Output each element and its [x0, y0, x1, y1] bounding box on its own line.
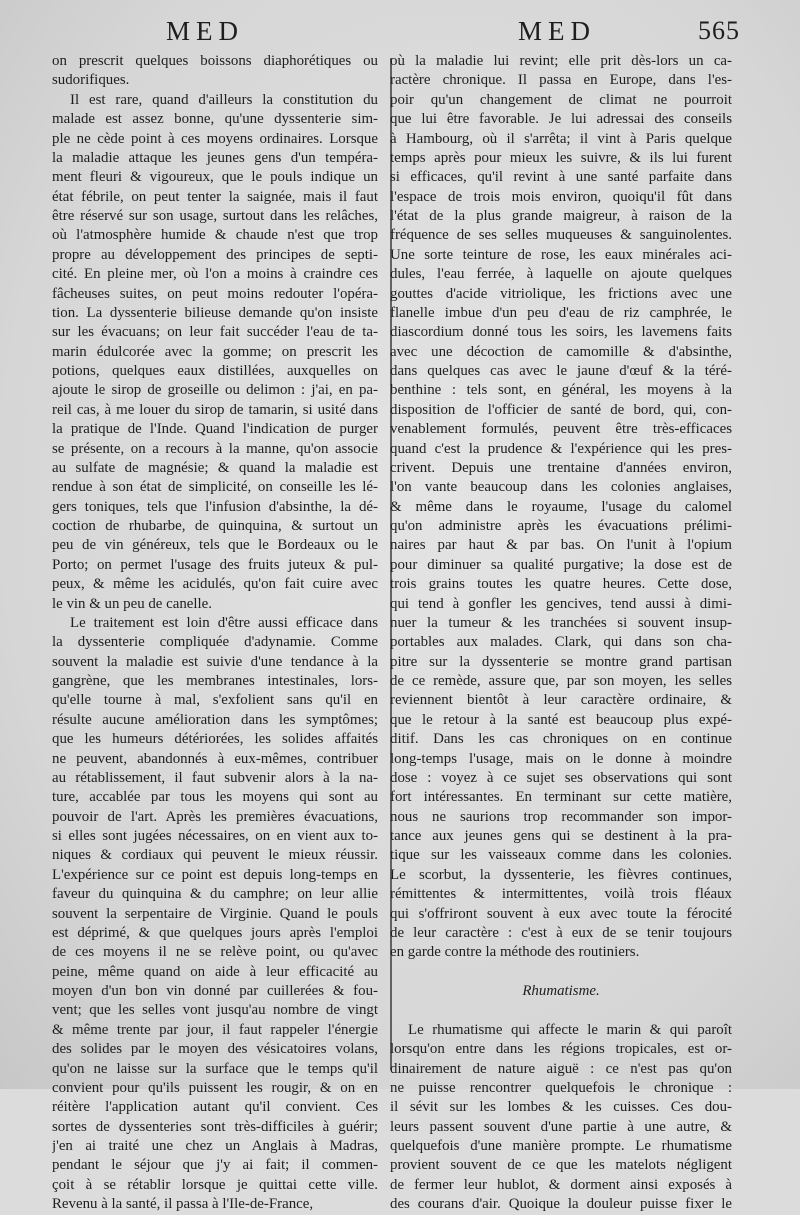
text-line: résulte aucune amélioration dans les symptômes; — [52, 711, 378, 728]
text-line: crivent. Depuis une trentaine d'années environ, — [390, 459, 732, 476]
text-line: portables aux malades. Clark, qui dans son cha- — [390, 634, 732, 651]
text-line: rendue à son état de simplicité, on conseille les lé- — [52, 479, 378, 496]
text-line: leurs passent souvent d'une partie à une autre, & — [390, 1118, 732, 1135]
spacer — [390, 1001, 732, 1020]
text-line: pitre sur la dyssenterie se montre grand partisan — [390, 653, 732, 670]
section-heading: Rhumatisme. — [522, 983, 600, 999]
text-line: qu'on ne laisse sur la surface que le temps qu'il — [52, 1060, 378, 1077]
text-line: ple ne cède point à ces moyens ordinaires. Lorsque — [52, 130, 378, 147]
text-line: peine, même quand on aide à leur efficacité au — [52, 963, 378, 980]
text-line: long-temps l'usage, mais on le donne à moindre — [390, 750, 732, 767]
text-line: cité. En pleine mer, où l'on a moins à craindre ces — [52, 266, 378, 283]
text-line: sur les évacuans; on leur fait succéder l'eau de ta- — [52, 324, 378, 341]
text-line: & même trente par jour, il faut rappeler l'énergie — [52, 1021, 378, 1038]
text-line: ne puisse rencontrer quelquefois le chronique : — [390, 1079, 732, 1096]
text-line: Revenu à la santé, il passa à l'Ile-de-France, — [52, 1196, 314, 1213]
text-line: dinairement de nature aiguë : ce n'est pas qu'on — [390, 1060, 732, 1077]
text-line: faveur du quinquina & du camphre; on leur allie — [52, 886, 378, 903]
text-line: l'état de la plus grande maigreur, à raison de la — [390, 208, 732, 224]
text-line: lorsqu'on entre dans les régions tropicales, est or- — [390, 1041, 732, 1058]
text-line: Le scorbut, la dyssenterie, les fièvres continues, — [390, 866, 732, 883]
text-line: venablement formulés, peuvent être très-efficaces — [390, 421, 732, 438]
text-line: temps après pour mieux les suivre, & ils lui furent — [390, 149, 732, 166]
text-line: il sévit sur les lombes & les cuisses. Ces dou- — [390, 1099, 732, 1116]
text-line: Il est rare, quand d'ailleurs la constitution du — [70, 91, 378, 108]
text-line: de leur caractère : c'est à eux de se tenir toujours — [390, 924, 732, 941]
text-line: gers toniques, tels que l'infusion d'absinthe, la dé- — [52, 498, 378, 515]
text-line: reviennent bientôt à leur caractère ordinaire, & — [390, 692, 732, 709]
text-line: moyen d'un bon vin donné par cuillerées & fou- — [52, 983, 378, 999]
running-header — [0, 14, 800, 48]
text-line: ment fleuri & vigoureux, que le pouls indique un — [52, 169, 378, 186]
text-line: à Hambourg, où il s'arrêta; il vint à Paris quelque — [390, 130, 732, 147]
text-line: l'on vante beaucoup dans les colonies anglaises, — [390, 479, 732, 496]
text-line: souvent la maladie est suivie d'une tendance à la — [52, 653, 378, 670]
text-line: gouttes d'acide vitriolique, les frictions avec une — [390, 285, 732, 302]
text-line: le vin & un peu de canelle. — [52, 595, 213, 612]
text-line: sortes de dyssenteries sont très-difficiles à guérir; — [52, 1118, 378, 1135]
text-line: naires par haut & par bas. On l'unit à l'opium — [390, 537, 732, 554]
text-line: en garde contre la méthode des routiniers. — [390, 944, 640, 961]
text-line: qui tend à gonfler les gencives, tend aussi à dimi- — [390, 595, 732, 612]
text-line: Le rhumatisme qui affecte le marin & qui paroît — [408, 1021, 732, 1038]
text-line: de fermer leur hublot, & dorment ainsi exposés à — [390, 1176, 732, 1193]
text-line: çoit à se rétablir lorsque je quittai cette ville. — [52, 1176, 378, 1193]
text-line: & même dans le royaume, l'usage du calomel — [390, 498, 732, 515]
header-right-word: MED — [518, 16, 596, 46]
text-line: fréquence de ses selles muqueuses & sanguinolentes. — [390, 227, 732, 244]
right-column — [390, 52, 732, 1215]
text-line: l'espace de trois mois environ, quoiqu'il fût dans — [390, 188, 732, 205]
text-line: poir qu'un changement de climat ne pourroit — [390, 91, 732, 108]
text-line: on prescrit quelques boissons diaphorétiques ou — [52, 53, 378, 69]
text-line: nous ne saurions trop recommander son impor- — [390, 808, 732, 825]
text-line: propre au développement des principes de septi- — [52, 246, 378, 263]
text-line: ditif. Dans les cas chroniques on en continue — [390, 731, 732, 748]
text-line: ne peuvent, abandonnés à eux-mêmes, contribuer — [52, 750, 378, 767]
text-line: dules, l'eau ferrée, à laquelle on ajoute quelques — [390, 266, 732, 283]
text-line: est déprimé, & que quelques jours après l'emploi — [52, 924, 378, 941]
text-line: tance aux jeunes gens qui se destinent à la pra- — [390, 828, 732, 844]
text-line: benthine : tels sont, en général, les moyens à la — [390, 382, 732, 399]
text-line: quelquefois d'une manière prompte. Le rhumatisme — [390, 1138, 732, 1154]
text-line: pour diminuer sa qualité purgative; la dose est de — [390, 556, 732, 573]
text-line: pendant le séjour que j'y ai fait; il commen- — [52, 1157, 378, 1174]
text-line: Porto; on permet l'usage des fruits juteux & pul- — [52, 556, 378, 573]
text-line: L'expérience sur ce point est depuis long-temps en — [52, 866, 378, 883]
text-line: la maladie attaque les jeunes gens d'un tempéra- — [52, 149, 378, 166]
text-line: état fébrile, on peut tenter la saignée, mais il faut — [52, 188, 378, 205]
text-line: Le traitement est loin d'être aussi efficace dans — [70, 614, 378, 631]
text-line: que le retour à la santé est beaucoup plus expé- — [390, 711, 732, 728]
text-line: pouvoir de l'art. Après les premières évacuations, — [52, 808, 378, 825]
text-line: potions, quelques eaux distillées, auxquelles on — [52, 363, 378, 379]
text-line: niques & cordiaux qui peuvent le mieux réussir. — [52, 847, 378, 864]
text-line: dans quelques cas avec le jaune d'œuf & la téré- — [390, 363, 732, 379]
text-line: de ces moyens il ne se relève point, ou qu'avec — [52, 944, 378, 961]
left-column — [52, 52, 378, 1215]
text-line: rémittentes & intermittentes, voilà trois fléaux — [390, 886, 732, 903]
text-line: convient pour qu'ils puissent les rougir, & on en — [52, 1079, 378, 1096]
text-line: coction de rhubarbe, de quinquina, & surtout un — [52, 518, 378, 534]
text-line: Une sorte teinture de rose, les eaux minérales aci- — [390, 246, 732, 263]
text-line: être réservé sur son usage, surtout dans les relâches, — [52, 208, 378, 224]
text-line: la pratique de l'Inde. Quand l'indication de purger — [52, 421, 378, 438]
header-left-word: MED — [166, 16, 244, 46]
text-line: gangrène, que les membranes intestinales, lors- — [52, 673, 378, 689]
text-line: peu de vin généreux, tels que le Bordeaux ou le — [52, 537, 378, 554]
text-line: tion. La dyssenterie bilieuse demande qu'on insiste — [52, 304, 378, 321]
text-line: avec une décoction de camomille & d'absinthe, — [390, 343, 732, 360]
text-line: reil cas, à me louer du sirop de tamarin, si usité dans — [52, 401, 378, 418]
text-line: peux, & même les acidulés, qu'on fait cuire avec — [52, 576, 378, 593]
page-number: 565 — [698, 16, 740, 45]
text-line: la dyssenterie compliquée d'adynamie. Comme — [52, 634, 378, 651]
text-line: des solides par le moyen des vésicatoires volans, — [52, 1041, 378, 1058]
text-line: vent; que les selles vont jusqu'au nombre de vingt — [52, 1002, 378, 1019]
text-line: souvent la serpentaire de Virginie. Quand le pouls — [52, 905, 378, 922]
text-line: dose : voyez à ce sujet ses observations qui sont — [390, 769, 732, 786]
text-line: ajoute le sirop de groseille ou delimon : j'ai, en pa- — [52, 382, 378, 399]
text-line: que les humeurs détériorées, les solides affaités — [52, 731, 378, 748]
text-line: trois grains toutes les quatre heures. Cette dose, — [390, 576, 732, 593]
text-line: qui s'offriront souvent à eux avec toute la férocité — [390, 905, 732, 922]
spacer — [390, 963, 732, 982]
text-line: ractère chronique. Il passa en Europe, dans l'es- — [390, 72, 732, 89]
text-line: sudorifiques. — [52, 72, 130, 89]
text-line: provient souvent de ce que les matelots négligent — [390, 1157, 732, 1174]
text-line: ture, accablée par tous les moyens qui sont au — [52, 789, 378, 806]
text-line: au rétablissement, il faut subvenir alors à la na- — [52, 769, 378, 786]
text-line: j'en ai traité une chez un Anglais à Madras, — [52, 1138, 378, 1154]
text-line: au sulfate de magnésie; & quand la maladie est — [52, 459, 378, 476]
text-line: flanelle imbue d'un peu d'eau de riz camphrée, le — [390, 304, 732, 321]
text-line: diascordium donné tous les soirs, les lavemens faits — [390, 324, 732, 341]
text-line: qu'elle tourne à mal, s'exfolient sans qu'il en — [52, 692, 378, 709]
text-line: qu'on administre après les évacuations prélimi- — [390, 518, 732, 534]
text-line: marin édulcorée avec la gomme; on prescrit les — [52, 343, 378, 360]
text-line: réitère l'application autant qu'il convient. Ces — [52, 1099, 378, 1116]
text-line: fâcheuses suites, on peut moins redouter l'opéra- — [52, 285, 378, 302]
text-line: de ce remède, assure que, par son moyen, les selles — [390, 673, 732, 689]
text-line: où l'atmosphère humide & chaude n'est que trop — [52, 227, 378, 244]
text-line: des courans d'air. Quoique la douleur puisse fixer le — [390, 1196, 732, 1213]
text-line: si efficaces, qu'il revint à une santé parfaite dans — [390, 169, 732, 186]
text-line: quand c'est la prudence & l'expérience qui les pres- — [390, 440, 732, 457]
text-line: si elles sont jugées nécessaires, on en vient aux to- — [52, 828, 378, 844]
text-line: que lui être favorable. Je lui adressai des conseils — [390, 111, 732, 128]
text-line: nuer la tumeur & les tranchées si souvent insup- — [390, 614, 732, 631]
text-line: fort intéressantes. En terminant sur cette matière, — [390, 789, 732, 806]
text-line: se présente, on a recours à la manne, qu'on associe — [52, 440, 378, 457]
text-line: disposition de l'officier de santé de bord, qui, con- — [390, 401, 732, 418]
text-line: où la maladie lui revint; elle prit dès-lors un ca- — [390, 53, 732, 69]
text-line: malade est assez bonne, qu'une dyssenterie sim- — [52, 111, 378, 128]
text-line: tique sur les vaisseaux comme dans les colonies. — [390, 847, 732, 864]
